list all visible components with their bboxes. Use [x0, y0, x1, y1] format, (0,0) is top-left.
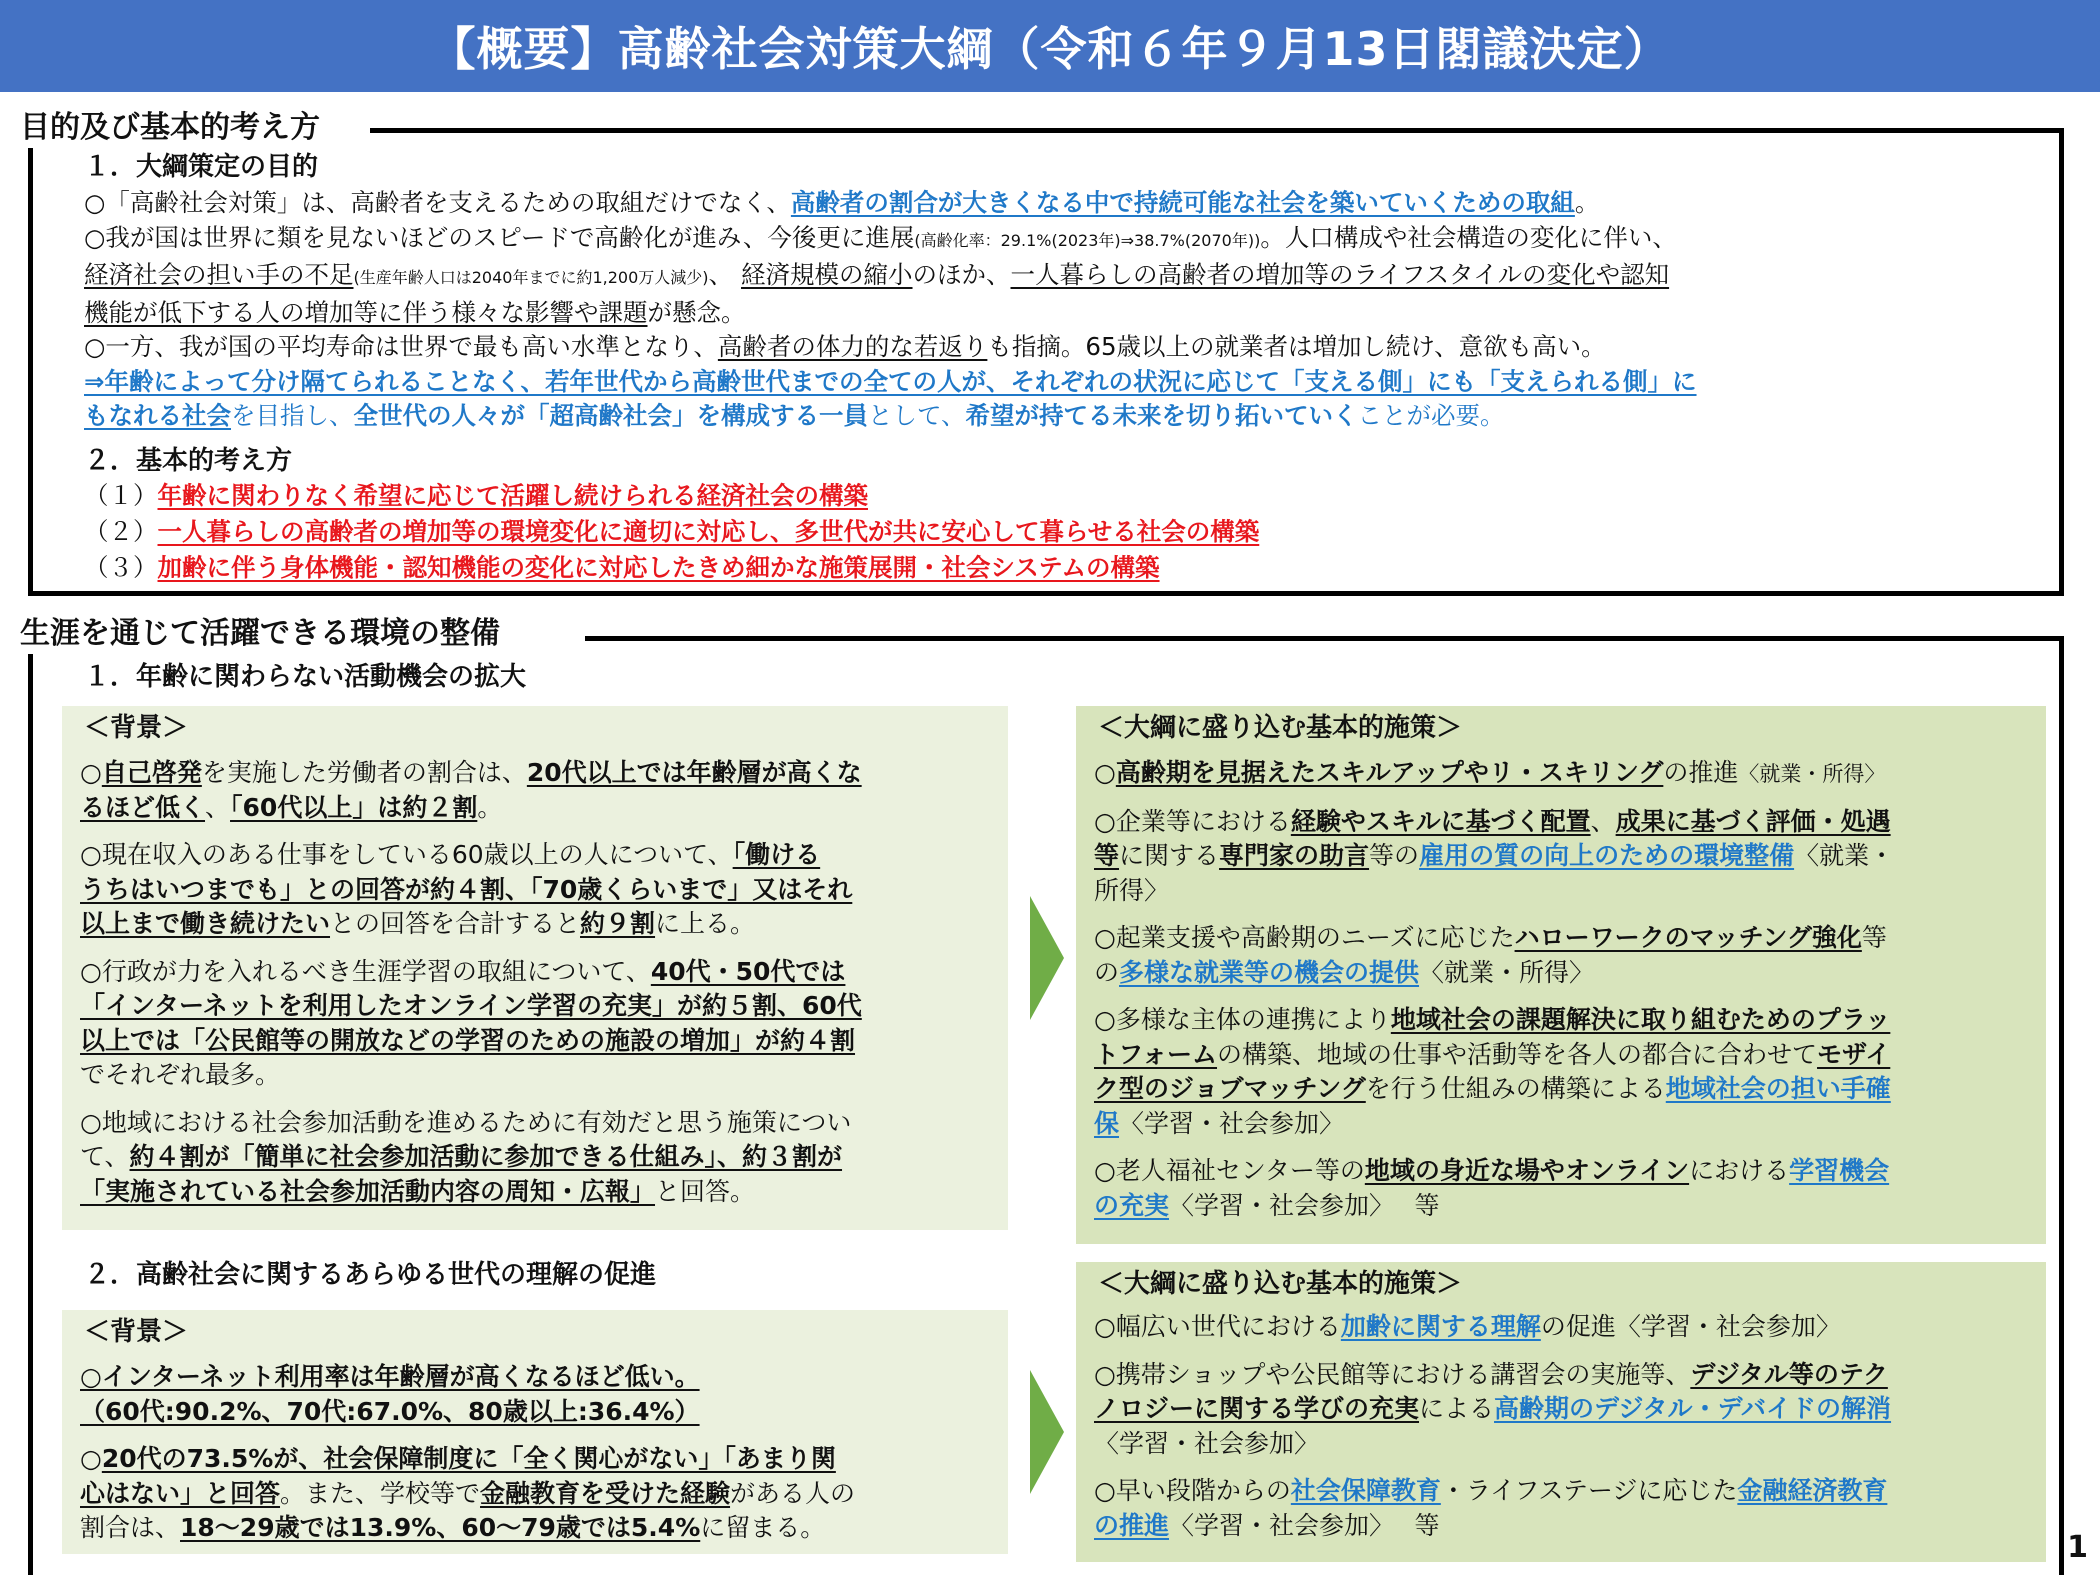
text: ○老人福祉センター等の [1094, 1156, 1365, 1185]
text: ○ [80, 758, 102, 787]
principle-item [84, 514, 1259, 550]
emphasis: ○インターネット利用率は年齢層が高くなるほど低い。 [80, 1362, 700, 1391]
m2-line [1094, 1310, 2038, 1345]
text: の [1094, 957, 1120, 987]
item-text: 加齢に伴う身体機能・認知機能の変化に対応したきめ細かな施策展開・社会システムの構築 [157, 553, 1160, 582]
bg2-line [80, 1477, 1000, 1512]
text: ・ライフステージに応じた [1440, 1476, 1738, 1505]
m1-line [1094, 1154, 2038, 1189]
text: ○現在収入のある仕事をしている60歳以上の人について、 [80, 840, 733, 869]
emphasis: （60代:90.2%、70代:67.0%、80歳以上:36.4%） [80, 1396, 700, 1426]
emphasis: もなれる社会 [84, 401, 231, 430]
emphasis: 加齢に関する理解 [1340, 1312, 1541, 1341]
emphasis: 希望が持てる未来を切り拓いていく [965, 401, 1358, 430]
principle-item [84, 478, 1259, 514]
emphasis: 「働ける [732, 840, 821, 869]
m2-line [1094, 1358, 2038, 1393]
text: がある人の [730, 1478, 856, 1508]
emphasis: 約９割 [580, 909, 656, 938]
emphasis: 等 [1094, 841, 1120, 870]
text: ○早い段階からの [1094, 1476, 1291, 1505]
text: 割合は、 [80, 1513, 181, 1542]
emphasis: ハローワークのマッチング強化 [1514, 923, 1862, 952]
text: として、 [868, 401, 966, 430]
emphasis: 40代・50代では [650, 956, 846, 986]
text: と回答。 [655, 1176, 756, 1206]
bg1-line [80, 1175, 1000, 1210]
section2-sub2: ２．高齢社会に関するあらゆる世代の理解の促進 [84, 1260, 657, 1290]
text: のほか、 [912, 260, 1011, 289]
m1-line [1094, 921, 2038, 956]
m1-line [1094, 839, 2038, 874]
emphasis: の充実 [1094, 1190, 1170, 1220]
emphasis: 雇用の質の向上のための環境整備 [1419, 841, 1795, 870]
text: ○企業等における [1094, 806, 1291, 836]
text: を行う仕組みの構築による [1365, 1074, 1666, 1103]
emphasis: 金融教育を受けた経験 [480, 1478, 731, 1508]
text: ことが必要。 [1357, 401, 1505, 430]
bg1-line [80, 955, 1000, 990]
bg1-line [80, 838, 1000, 873]
emphasis: うちはいつまでも」との回答が約４割、「70歳くらいまで」又はそれ [80, 874, 853, 904]
emphasis: モザイ [1817, 1039, 1891, 1069]
text: 、 [1590, 806, 1616, 836]
text: 等の [1369, 841, 1420, 870]
measures-panel-2 [1076, 1262, 2046, 1562]
purpose-line-3 [84, 258, 1697, 296]
text: ○幅広い世代における [1094, 1312, 1341, 1341]
text: ○起業支援や高齢期のニーズに応じた [1094, 923, 1515, 952]
section1-heading: 目的及び基本的考え方 [20, 108, 334, 148]
text: ○行政が力を入れるべき生涯学習の取組について、 [80, 956, 651, 986]
emphasis: るほど低く [80, 792, 206, 822]
m1-line [1094, 1072, 2038, 1107]
m1-line [1094, 1189, 2038, 1224]
arrow-right-icon [1030, 896, 1064, 1020]
emphasis: 社会保障教育 [1290, 1476, 1441, 1505]
panel-body [1094, 756, 2038, 1223]
bg1-line [80, 791, 1000, 826]
text: 。人口構成や社会構造の変化に伴い、 [1260, 222, 1677, 252]
text: ○我が国は世界に類を見ないほどのスピードで高齢化が進み、今後更に進展 [84, 222, 915, 252]
emphasis: ク型のジョブマッチング [1094, 1074, 1366, 1103]
emphasis: 高齢期を見据えたスキルアップやリ・スキリング [1115, 758, 1664, 787]
bg1-line [80, 1024, 1000, 1059]
text: の促進〈学習・社会参加〉 [1540, 1312, 1841, 1341]
m1-line [1094, 756, 2038, 792]
purpose-line-7 [84, 399, 1697, 434]
section2-heading: 生涯を通じて活躍できる環境の整備 [20, 614, 514, 654]
text: ○一方、我が国の平均寿命は世界で最も高い水準となり、 [84, 332, 718, 361]
emphasis: 約４割が「簡単に社会参加活動に参加できる仕組み」、約３割が [129, 1142, 843, 1171]
emphasis: 地域の身近な場やオンライン [1364, 1156, 1690, 1185]
emphasis: 以上では「公民館等の開放などの学習のための施設の増加」が約４割 [80, 1025, 856, 1055]
text: を実施した労働者の割合は、 [201, 758, 527, 787]
text: でそれぞれ最多。 [80, 1060, 281, 1089]
category-tag: 所得〉 [1094, 875, 1170, 905]
bg2-line [80, 1442, 1000, 1477]
bg1-line [80, 1106, 1000, 1141]
panel-title: ＜大綱に盛り込む基本的施策＞ [1098, 713, 1463, 743]
arrow-right-icon [1030, 1370, 1064, 1494]
bg2-line [80, 1395, 1000, 1430]
m1-line [1094, 1038, 2038, 1073]
category-tag: 〈就業・所得〉 [1419, 957, 1595, 987]
emphasis: 20代以上では年齢層が高くな [526, 758, 862, 787]
emphasis: 経験やスキルに基づく配置 [1290, 806, 1591, 836]
measures-panel-1 [1076, 706, 2046, 1244]
m2-line [1094, 1509, 2038, 1544]
emphasis: 「実施されている社会参加活動内容の周知・広報」 [80, 1176, 656, 1206]
text: 。 [1574, 188, 1600, 217]
panel-body [1094, 1310, 2038, 1543]
purpose-line-6 [84, 365, 1697, 400]
emphasis: ⇒年齢によって分け隔てられることなく、若年世代から高齢世代までの全ての人が、それぞれの状況に応じて「支える側」にも「支えられる側」に [84, 366, 1697, 396]
emphasis: 以上まで働き続けたい [80, 909, 331, 938]
emphasis: 地域社会の担い手確 [1665, 1074, 1891, 1103]
emphasis: 高齢期のデジタル・デバイドの解消 [1494, 1394, 1892, 1423]
text: ○地域における社会参加活動を進めるために有効だと思う施策につい [80, 1107, 852, 1137]
section1-sub2: ２．基本的考え方 [84, 446, 293, 476]
bg1-line [80, 756, 1000, 791]
bg1-line [80, 873, 1000, 908]
text: 。 [477, 792, 503, 822]
principle-item [84, 550, 1259, 586]
underlined: 機能が低下する人の増加等に伴う様々な影響や課題 [84, 297, 648, 327]
emphasis: の推進 [1094, 1510, 1170, 1540]
m2-line [1094, 1474, 2038, 1509]
text: が懸念。 [647, 297, 746, 327]
text: に関する [1119, 841, 1220, 870]
category-tag: 〈学習・社会参加〉 [1094, 1428, 1320, 1458]
text: て、 [80, 1142, 130, 1171]
m1-line [1094, 874, 2038, 909]
emphasis: 専門家の助言 [1219, 841, 1370, 870]
emphasis: 保 [1094, 1108, 1120, 1138]
text: に上る。 [655, 909, 756, 938]
emphasis: 「60代以上」は約２割 [230, 792, 478, 822]
panel-title: ＜背景＞ [84, 713, 189, 743]
emphasis: 自己啓発 [101, 758, 202, 787]
text: 、 [708, 260, 734, 289]
basic-principles-list [84, 478, 1259, 586]
text: による [1419, 1394, 1495, 1423]
category-tag: 〈学習・社会参加〉 等 [1169, 1190, 1440, 1220]
text: との回答を合計すると [330, 909, 581, 938]
m1-line [1094, 956, 2038, 991]
bg2-line [80, 1511, 1000, 1546]
purpose-line-5 [84, 330, 1697, 365]
emphasis: 20代の73.5%が、社会保障制度に「全く関心がない」「あまり関 [101, 1444, 836, 1473]
emphasis: 金融経済教育 [1737, 1476, 1888, 1505]
text: も指摘。65歳以上の就業者は増加し続け、意欲も高い。 [987, 332, 1606, 361]
emphasis: 「インターネットを利用したオンライン学習の充実」が約５割、60代 [80, 991, 862, 1020]
category-tag: 〈学習・社会参加〉 [1119, 1108, 1345, 1138]
bg1-line [80, 1140, 1000, 1175]
panel-title: ＜大綱に盛り込む基本的施策＞ [1098, 1269, 1463, 1299]
text: の構築、地域の仕事や活動等を各人の都合に合わせて [1217, 1039, 1818, 1069]
emphasis: ノロジーに関する学びの充実 [1094, 1394, 1420, 1423]
emphasis: 18～29歳では13.9%、60～79歳では5.4% [180, 1513, 701, 1542]
item-number: （２） [84, 517, 158, 546]
emphasis: 学習機会 [1789, 1156, 1890, 1185]
text: ○「高齢社会対策」は、高齢者を支えるための取組だけでなく、 [84, 188, 791, 217]
underlined: 高齢者の体力的な若返り [717, 332, 988, 361]
item-text: 年齢に関わりなく希望に応じて活躍し続けられる経済社会の構築 [157, 481, 868, 510]
emphasis: 地域社会の課題解決に取り組むためのプラッ [1390, 1005, 1891, 1034]
item-text: 一人暮らしの高齢者の増加等の環境変化に適切に対応し、多世代が共に安心して暮らせる社会の構築 [157, 517, 1260, 546]
text: ○多様な主体の連携により [1094, 1005, 1391, 1034]
background-panel-2 [62, 1310, 1008, 1554]
m2-line [1094, 1392, 2038, 1427]
bg1-line [80, 907, 1000, 942]
section1-purpose-text [84, 186, 1697, 434]
text: の推進 [1663, 758, 1739, 787]
text: を目指し、 [231, 401, 354, 430]
emphasis: 多様な就業等の機会の提供 [1119, 957, 1420, 987]
m1-line [1094, 805, 2038, 840]
text: ○ [80, 1444, 102, 1473]
m2-line [1094, 1427, 2038, 1462]
item-number: （３） [84, 553, 158, 582]
page-title: 【概要】高齢社会対策大綱（令和６年９月13日閣議決定） [0, 0, 2100, 92]
text: 等 [1861, 923, 1887, 952]
purpose-line-4 [84, 296, 1697, 331]
panel-title: ＜背景＞ [84, 1317, 189, 1347]
section1-sub1: １．大綱策定の目的 [84, 152, 319, 182]
page-number: 1 [2067, 1530, 2088, 1565]
bg1-line [80, 989, 1000, 1024]
item-number: （１） [84, 481, 158, 510]
underlined: 一人暮らしの高齢者の増加等のライフスタイルの変化や認知 [1010, 260, 1670, 289]
underlined: 経済社会の担い手の不足 [84, 260, 354, 289]
purpose-line-2 [84, 221, 1697, 259]
text: 、 [205, 792, 231, 822]
section2-sub1: １．年齢に関わらない活動機会の拡大 [84, 662, 527, 692]
background-panel-1 [62, 706, 1008, 1230]
category-tag: 〈学習・社会参加〉 等 [1169, 1510, 1440, 1540]
bg1-line [80, 1058, 1000, 1093]
emphasis: デジタル等のテク [1690, 1359, 1888, 1389]
purpose-line-1 [84, 186, 1697, 221]
emphasis: トフォーム [1094, 1039, 1218, 1069]
text: ○携帯ショップや公民館等における講習会の実施等、 [1094, 1359, 1691, 1389]
emphasis: 心はない」と回答 [80, 1478, 281, 1508]
text: ○ [1094, 758, 1116, 787]
m1-line [1094, 1107, 2038, 1142]
emphasis: 高齢者の割合が大きくなる中で持続可能な社会を築いていくための取組 [790, 188, 1575, 217]
m1-line [1094, 1003, 2038, 1038]
text: における [1689, 1156, 1790, 1185]
emphasis: 成果に基づく評価・処遇 [1615, 806, 1891, 836]
category-tag: 〈就業・所得〉 [1738, 762, 1886, 786]
panel-body [80, 756, 1000, 1209]
bg2-line [80, 1360, 1000, 1395]
text: 。また、学校等で [280, 1478, 481, 1508]
note: (生産年齢人口は2040年までに約1,200万人減少) [353, 268, 709, 287]
underlined: 経済規模の縮小 [741, 260, 913, 289]
panel-body [80, 1360, 1000, 1546]
emphasis: 全世代の人々が「超高齢社会」を構成する一員 [353, 401, 868, 430]
note: (高齢化率：29.1%(2023年)⇒38.7%(2070年)) [914, 230, 1261, 250]
category-tag: 〈就業・ [1794, 841, 1895, 870]
text: に留まる。 [700, 1513, 826, 1542]
